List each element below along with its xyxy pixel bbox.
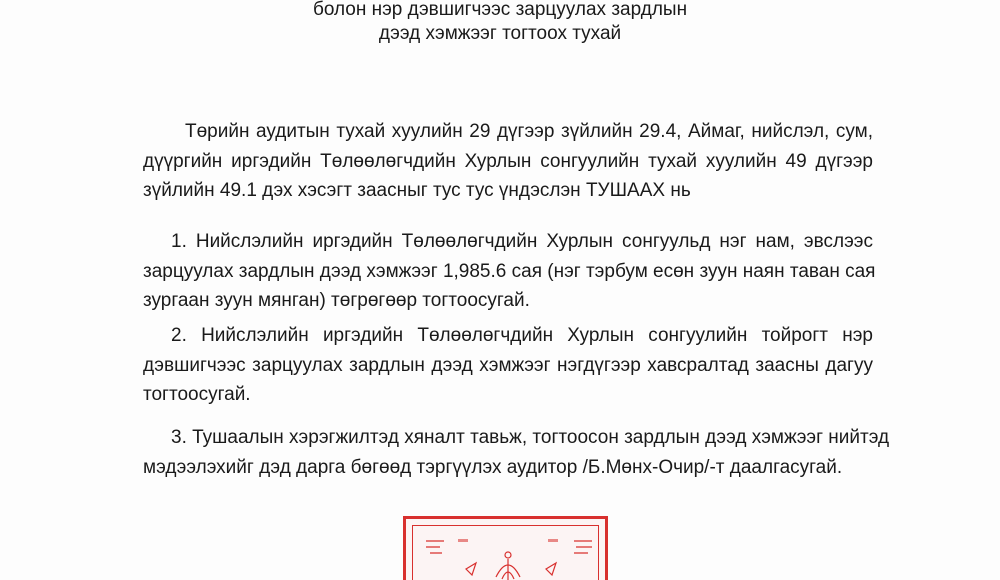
document-title-line-1: болон нэр дэвшигчээс зарцуулах зардлын: [312, 0, 688, 20]
seal-emblem-icon: [406, 519, 611, 580]
order-item-line: 1. Нийслэлийн иргэдийн Төлөөлөгчдийн Хурлын сонгуульд нэг нам, эвслээс: [171, 231, 873, 252]
preamble-paragraph: [143, 117, 873, 206]
order-item-line: 2. Нийслэлийн иргэдийн Төлөөлөгчдийн Хурлын сонгуулийн тойрогт нэр: [171, 325, 873, 346]
official-seal-stamp: [403, 516, 608, 580]
preamble-line: Төрийн аудитын тухай хуулийн 29 дүгээр зүйлийн 29.4, Аймаг, нийслэл, сум,: [185, 121, 873, 142]
order-item-3: [143, 423, 890, 482]
order-item-2: [143, 321, 873, 410]
order-item-line: 3. Тушаалын хэрэгжилтэд хяналт тавьж, тогтоосон зардлын дээд хэмжээг нийтэд: [171, 427, 890, 448]
order-item-line: зарцуулах зардлын дээд хэмжээг 1,985.6 сая (нэг тэрбум есөн зуун наян таван сая: [143, 260, 876, 282]
order-item-line: мэдээлэхийг дэд дарга бөгөөд тэргүүлэх аудитор /Б.Мөнх-Очир/-т даалгасугай.: [143, 456, 843, 478]
document-title-line-2: дээд хэмжээг тогтоох тухай: [378, 23, 622, 44]
preamble-line: дүүргийн иргэдийн Төлөөлөгчдийн Хурлын сонгуулийн тухай хуулийн 49 дүгээр: [143, 150, 873, 172]
order-item-line: тогтоосугай.: [143, 384, 251, 405]
order-item-line: дэвшигчээс зарцуулах зардлын дээд хэмжээг нэгдүгээр хавсралтад заасны дагуу: [143, 354, 873, 376]
order-item-line: зургаан зуун мянган) төгрөгөөр тогтоосугай.: [143, 290, 530, 311]
preamble-line: зүйлийн 49.1 дэх хэсэгт заасныг тус тус үндэслэн ТУШААХ нь: [143, 180, 691, 201]
order-item-1: [143, 227, 876, 316]
